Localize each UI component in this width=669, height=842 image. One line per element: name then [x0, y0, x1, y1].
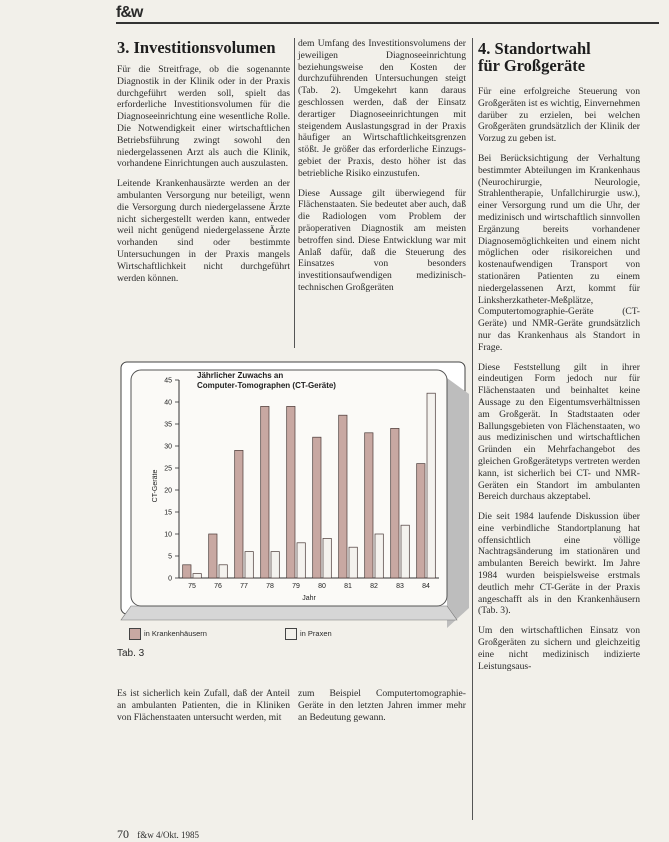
section-3-heading: 3. Investitionsvolumen [117, 38, 276, 57]
chart-3d-side [447, 378, 469, 628]
col3-paragraph-1: Für eine erfolgreiche Steuerung von Großgeräten ist es wichtig, Einvernehmen darüber zu erzielen, bei welchen Großgeräten grundsätzlich der Klinik der Vorzug zu geben ist. [478, 86, 640, 145]
legend-swatch-hospital [129, 628, 141, 640]
legend-label-hospital: in Krankenhäusern [144, 628, 207, 638]
bar-practice [349, 547, 357, 578]
bar-hospital [391, 428, 399, 578]
legend-swatch-practice [285, 628, 297, 640]
column-divider-1 [294, 38, 295, 348]
section-4-heading-line-1: 4. Standortwahl [478, 39, 591, 58]
bar-hospital [261, 406, 269, 578]
page-footer [117, 827, 199, 842]
section-4-heading [478, 40, 643, 74]
magazine-logo: f&w [116, 4, 143, 21]
bar-practice [219, 565, 227, 578]
column-3-text [478, 86, 640, 680]
chart-y-axis-label: CT-Geräte [152, 469, 159, 503]
legend-item-hospital [129, 628, 207, 640]
x-tick-label: 80 [318, 583, 326, 590]
legend-item-practice [285, 628, 332, 640]
bar-practice [193, 574, 201, 578]
y-tick-label: 30 [164, 443, 172, 451]
bar-hospital [365, 433, 373, 578]
col3-paragraph-3: Diese Feststellung gilt in ihrer eindeutigen Form jedoch nur für Flächenstaaten und beinhaltet keine Aussage zu den Eigentumsverhältnissen am Großgerät. In Stadtstaaten oder Ballungsgebieten von Flächenstaaten, wo aus medizinischen und wirtschaftlichen Gründen ein Mehrfachangebot des gleichen Großgerätetyps vertreten werden kann, ist sicherlich bei CT- und NMR-Geräten ein Standort im ambulanten Bereich durchaus akzeptabel. [478, 361, 640, 503]
x-tick-label: 84 [422, 583, 430, 590]
y-tick-label: 0 [168, 575, 172, 583]
section-4-heading-line-2: für Großgeräte [478, 56, 586, 75]
x-tick-label: 79 [292, 583, 300, 590]
col1-paragraph-2: Leitende Krankenhausärzte werden an der ambulanten Versorgung nur beteiligt, wenn die Versorgung durch niedergelassene Ärzte nicht sichergestellt werden kann, entweder weil nicht genügend niedergelassene Ärzte vorhanden sind oder bestimmte Untersuchungen in der Praxis mangels Wirtschaftlichkeit nicht durchgeführt werden können. [117, 178, 290, 284]
bar-practice [427, 393, 435, 578]
y-tick-label: 20 [164, 487, 172, 495]
bar-hospital [209, 534, 217, 578]
bar-practice [297, 543, 305, 578]
y-tick-label: 45 [164, 377, 172, 385]
x-tick-label: 78 [266, 583, 274, 590]
chart-x-axis-label: Jahr [302, 595, 316, 602]
y-tick-label: 10 [164, 531, 172, 539]
col2-paragraph-2: Diese Aussage gilt überwiegend für Flächenstaaten. Sie bedeutet aber auch, daß die Radiologen vom Problem der präoperativen Diagnostik am meisten betroffen sind. Diese Entwicklung war mit Anlaß dafür, daß die Steuerung des Einsatzes von besonders investitionsaufwendigen medizinisch-technischen Großgeräten [298, 187, 466, 293]
bar-hospital [339, 415, 347, 578]
chart-title-line-1: Jährlicher Zuwachs an [197, 371, 284, 380]
bar-hospital [287, 406, 295, 578]
column-2-text [298, 38, 466, 302]
x-tick-label: 82 [370, 583, 378, 590]
x-tick-label: 81 [344, 583, 352, 590]
col3-paragraph-5: Um den wirtschaftlichen Einsatz von Großgeräten zu sichern und gleichzeitig eine nicht medizinisch indizierte Leistungsaus- [478, 625, 640, 672]
col3-paragraph-2: Bei Berücksichtigung der Verhaltung bestimmter Abteilungen im Krankenhaus (Neurochirurgie, Neurologie, Strahlentherapie, Unfallchirurgie usw.), einer Versorgung rund um die Uhr, der medizinisch und wirtschaftlich sinnvollen Ergänzung bereits vorhandener Diagnosemöglichkeiten und einem nicht möglichen oder risikoreichen und kostenaufwendigen Transport von stationären Patienten zu einem niedergelassenen Arzt, kommt für Linksherzkatheter-Meßplätze, Computertomographie-Geräte (CT-Geräte) und NMR-Geräte grundsätzlich nur das Krankenhaus als Standort in Frage. [478, 152, 640, 353]
bar-hospital [417, 464, 425, 578]
x-tick-label: 76 [214, 583, 222, 590]
column-1-text [117, 64, 290, 292]
bar-hospital [313, 437, 321, 578]
bottom-column-2: zum Beispiel Computertomographie-Geräte in den letzten Jahren immer mehr an Bedeutung gewann. [298, 688, 466, 723]
legend-label-practice: in Praxen [300, 628, 332, 638]
col1-paragraph-1: Für die Streitfrage, ob die sogenannte Diagnostik in der Klinik oder in der Praxis durchgeführt werden soll, spielt das erforderliche Investitionsvolumen für die Diagnoseeinrichtung eine wesentliche Rolle. Die Notwendigkeit einer wirtschaftlichen Betriebsführung zwingt sowohl den niedergelassenen Arzt als auch die Klinik, vorhandene Einrichtungen auch auszulasten. [117, 64, 290, 170]
y-tick-label: 35 [164, 421, 172, 429]
bar-practice [271, 552, 279, 578]
y-tick-label: 15 [164, 509, 172, 517]
page-number: 70 [117, 827, 129, 841]
bar-practice [401, 525, 409, 578]
bar-practice [375, 534, 383, 578]
bar-hospital [235, 450, 243, 578]
bar-practice [245, 552, 253, 578]
x-tick-label: 83 [396, 583, 404, 590]
issue-label: f&w 4/Okt. 1985 [137, 830, 199, 840]
y-tick-label: 5 [168, 553, 172, 561]
bottom-column-1: Es ist sicherlich kein Zufall, daß der Anteil an ambulanten Patienten, die in Kliniken von Flächenstaaten untersucht werden, mit [117, 688, 290, 723]
chart-title-line-2: Computer-Tomographen (CT-Geräte) [197, 381, 336, 390]
column-divider-2 [472, 38, 473, 820]
ct-chart-figure [117, 358, 469, 646]
top-rule [116, 22, 659, 24]
y-tick-label: 25 [164, 465, 172, 473]
ct-bar-chart [117, 358, 469, 646]
y-tick-label: 40 [164, 399, 172, 407]
figure-caption: Tab. 3 [117, 648, 145, 659]
chart-3d-base [121, 606, 457, 620]
col3-paragraph-4: Die seit 1984 laufende Diskussion über eine verbindliche Standortplanung hat offensichtlich eine völlige Nachtragsänderung im stationären und ambulanten Bereich bewirkt. Im Jahre 1984 wurden beispielsweise erstmals deutlich mehr CT-Geräte in der Praxis angeschafft als in den Krankenhäusern (Tab. 3). [478, 511, 640, 617]
bar-practice [323, 538, 331, 578]
x-tick-label: 77 [240, 583, 248, 590]
x-tick-label: 75 [188, 583, 196, 590]
bar-hospital [183, 565, 191, 578]
col2-paragraph-1: dem Umfang des Investitionsvolumens der jeweiligen Diagnoseeinrichtung beziehungsweise den Kosten der durchzuführenden Untersuchungen steigt (Tab. 2). Umgekehrt kann daraus geschlossen werden, daß der Einsatz derartiger Diagnoseeinrichtungen mit steigendem Auslastungsgrad in der Praxis häufiger an Wirtschaftlichkeitsgrenzen stößt. Je größer das erforderliche Einzugs-gebiet der Praxis, desto höher ist das betriebliche Risiko einzustufen. [298, 38, 466, 179]
